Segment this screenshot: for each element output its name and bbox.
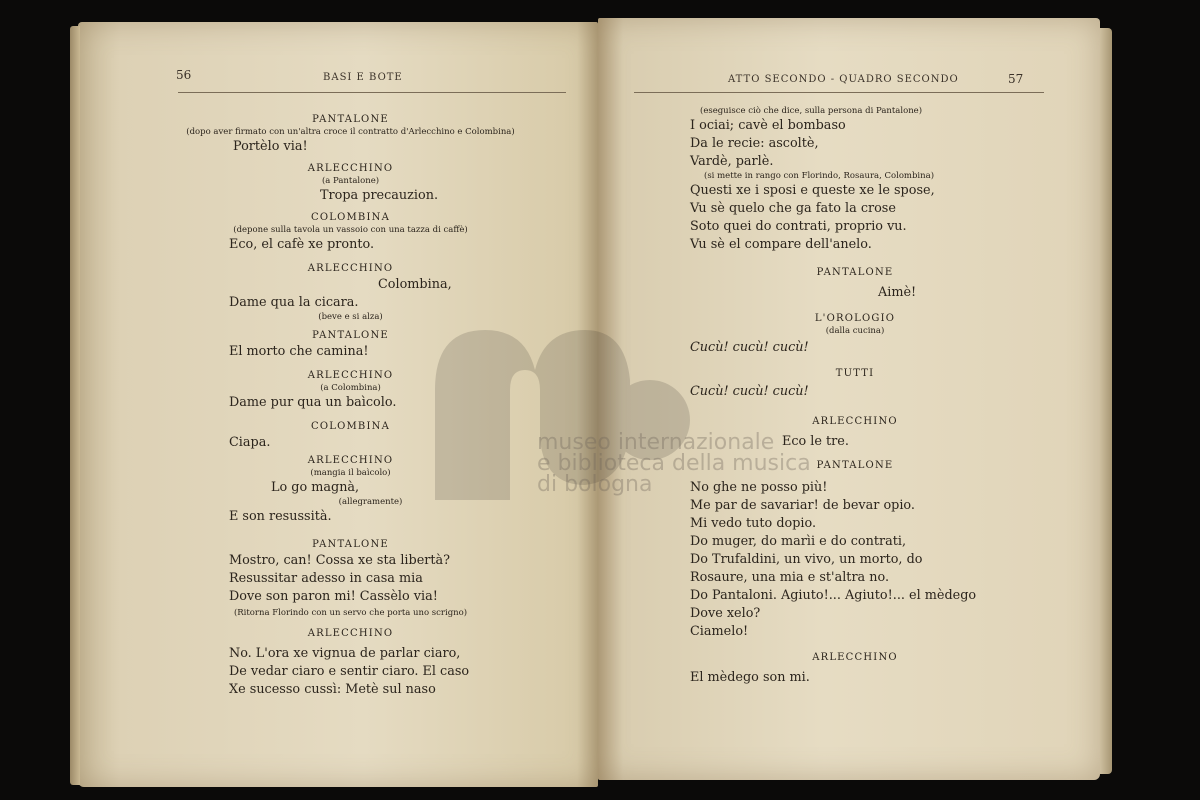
- stage-direction: (Ritorna Florindo con un servo che porta uno scrigno): [233, 608, 468, 618]
- speaker-name: PANTALONE: [816, 460, 894, 471]
- verse-line: Colombina,: [378, 277, 452, 292]
- right-text-column: [690, 106, 1020, 687]
- speaker-name: ARLECCHINO: [812, 652, 898, 663]
- speaker-name: PANTALONE: [312, 330, 389, 341]
- watermark-line: museo internazionale: [537, 430, 775, 455]
- verse-line: Questi xe i sposi e queste xe le spose,: [690, 183, 935, 198]
- verse-line: Dame qua la cicara.: [229, 295, 359, 310]
- speaker-name: ARLECCHINO: [307, 370, 394, 381]
- verse-line: Eco, el cafè xe pronto.: [229, 237, 375, 252]
- speaker-name: ARLECCHINO: [812, 416, 898, 427]
- verse-line: Aimè!: [878, 285, 917, 300]
- verse-line: Mi vedo tuto dopio.: [690, 516, 817, 531]
- left-header-rule: [178, 92, 566, 93]
- verse-line: Vu sè el compare dell'anelo.: [690, 237, 872, 252]
- speaker-name: ARLECCHINO: [307, 163, 394, 174]
- right-page: [598, 18, 1100, 780]
- speaker-name: PANTALONE: [312, 114, 389, 125]
- verse-line: Do Pantaloni. Agiuto!... Agiuto!... el mèdego: [690, 588, 977, 603]
- verse-line: Dove son paron mi! Cassèlo via!: [229, 589, 438, 604]
- stage-direction: (allegramente): [338, 497, 403, 507]
- speaker-name: COLOMBINA: [311, 212, 390, 223]
- verse-line: Cucù! cucù! cucù!: [690, 384, 809, 399]
- right-running-head: ATTO SECONDO - QUADRO SECONDO: [728, 74, 959, 85]
- verse-line: Tropa precauzion.: [320, 188, 439, 203]
- left-running-head: BASI E BOTE: [323, 72, 403, 83]
- verse-line: Soto quei do contrati, proprio vu.: [690, 219, 907, 234]
- speaker-name: COLOMBINA: [311, 421, 390, 432]
- watermark-line: di bologna: [537, 472, 653, 497]
- stage-direction: (eseguisce ciò che dice, sulla persona di Pantalone): [700, 106, 923, 116]
- verse-line: El morto che camina!: [229, 344, 369, 359]
- stage-direction: (a Pantalone): [321, 176, 380, 186]
- stage-direction: (depone sulla tavola un vassoio con una tazza di caffè): [233, 225, 468, 235]
- open-book: [70, 10, 1110, 785]
- verse-line: Me par de savariar! de bevar opio.: [690, 498, 915, 513]
- stage-direction: (dalla cucina): [825, 326, 885, 336]
- verse-line: Xe sucesso cussì: Metè sul naso: [229, 682, 436, 697]
- verse-line: Dame pur qua un baìcolo.: [229, 395, 397, 410]
- verse-line: Da le recie: ascoltè,: [690, 136, 819, 151]
- speaker-name: ARLECCHINO: [307, 455, 394, 466]
- verse-line: El mèdego son mi.: [690, 670, 810, 685]
- speaker-name: TUTTI: [835, 368, 875, 379]
- verse-line: Do muger, do marìi e do contrati,: [690, 534, 907, 549]
- speaker-name: ARLECCHINO: [307, 263, 394, 274]
- right-header-rule: [634, 92, 1044, 93]
- verse-line: I ociai; cavè el bombaso: [690, 118, 846, 133]
- left-page: [78, 22, 598, 787]
- verse-line: Rosaure, una mia e st'altra no.: [690, 570, 890, 585]
- stage-direction: (dopo aver firmato con un'altra croce il contratto d'Arlecchino e Colombina): [186, 127, 515, 137]
- verse-line: Portèlo via!: [233, 139, 308, 154]
- stage-direction: (a Colombina): [320, 383, 381, 393]
- speaker-name: ARLECCHINO: [307, 628, 394, 639]
- verse-line: Ciamelo!: [690, 624, 749, 639]
- left-text-column: [178, 107, 523, 699]
- verse-line: E son resussità.: [229, 509, 332, 524]
- stage-direction: (mangia il baìcolo): [310, 468, 391, 478]
- stage-direction: (si mette in rango con Florindo, Rosaura, Colombina): [704, 171, 935, 181]
- verse-line: Do Trufaldini, un vivo, un morto, do: [690, 552, 923, 567]
- stage-direction: (beve e si alza): [318, 312, 383, 322]
- verse-line: De vedar ciaro e sentir ciaro. El caso: [229, 664, 470, 679]
- verse-line: Vardè, parlè.: [690, 154, 774, 169]
- verse-line: Mostro, can! Cossa xe sta libertà?: [229, 553, 451, 568]
- verse-line: No ghe ne posso più!: [690, 480, 828, 495]
- verse-line: Cucù! cucù! cucù!: [690, 340, 809, 355]
- verse-line: Vu sè quelo che ga fato la crose: [690, 201, 896, 216]
- verse-line: Dove xelo?: [690, 606, 761, 621]
- verse-line: Resussitar adesso in casa mia: [229, 571, 423, 586]
- verse-line: Eco le tre.: [782, 434, 849, 449]
- speaker-name: L'OROLOGIO: [814, 313, 896, 324]
- right-page-number: 57: [1008, 72, 1024, 86]
- verse-line: Ciapa.: [229, 435, 271, 450]
- verse-line: Lo go magnà,: [271, 480, 360, 495]
- speaker-name: PANTALONE: [816, 267, 894, 278]
- verse-line: No. L'ora xe vignua de parlar ciaro,: [229, 646, 461, 661]
- watermark-line: e biblioteca della musica: [537, 451, 811, 476]
- left-page-number: 56: [176, 68, 192, 82]
- speaker-name: PANTALONE: [312, 539, 389, 550]
